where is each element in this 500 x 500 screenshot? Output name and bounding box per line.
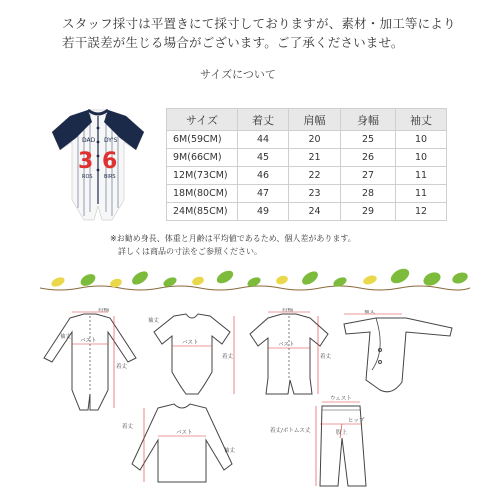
label-waist: ウェスト	[330, 396, 352, 402]
diagram-longsleeve-top	[120, 400, 244, 488]
label-shoulder: 肩幅	[282, 308, 294, 313]
header-chest: 身幅	[341, 109, 396, 131]
table-cell: 44	[238, 131, 289, 149]
size-table	[166, 108, 447, 221]
leaf-vine-divider	[40, 262, 470, 296]
label-rise: 股上	[336, 430, 348, 436]
table-cell: 46	[238, 167, 289, 185]
table-cell: 11	[396, 167, 447, 185]
label-shoulder: 肩幅	[98, 308, 110, 313]
note-line-2: 詳しくは商品の寸法をご参照ください。	[118, 247, 262, 256]
size-table-header-row	[167, 109, 447, 131]
print-number-left: 3	[78, 149, 94, 174]
label-length: 着丈	[222, 354, 234, 360]
label-inseam: 着丈/ボトムス丈	[270, 428, 311, 434]
table-row	[167, 203, 447, 221]
table-cell: 11	[396, 185, 447, 203]
table-cell: 10	[396, 131, 447, 149]
table-row	[167, 185, 447, 203]
leaf-icon	[50, 266, 469, 289]
diagram-wrap-romper	[336, 310, 460, 400]
size-note	[110, 232, 356, 258]
print-sub-left: ROS	[82, 174, 93, 180]
table-cell: 49	[238, 203, 289, 221]
label-sleeve: 袖丈	[60, 334, 72, 340]
header-sleeve: 袖丈	[396, 109, 447, 131]
table-row	[167, 167, 447, 185]
header-size: サイズ	[167, 109, 238, 131]
romper-body	[52, 110, 144, 220]
table-cell: 12	[396, 203, 447, 221]
table-cell: 26	[341, 149, 396, 167]
label-sleeve: 袖丈	[148, 318, 160, 324]
table-cell: 22	[289, 167, 341, 185]
table-cell: 25	[341, 131, 396, 149]
print-right-text: DY'S	[104, 137, 118, 144]
table-cell: 28	[341, 185, 396, 203]
table-cell: 21	[289, 149, 341, 167]
label-hip: ヒップ	[348, 418, 365, 424]
table-cell: 12M(73CM)	[167, 167, 238, 185]
table-row	[167, 149, 447, 167]
header-length: 着丈	[238, 109, 289, 131]
label-length: 着丈	[122, 424, 134, 430]
label-sleeve: 袖丈	[364, 310, 376, 315]
table-cell: 27	[341, 167, 396, 185]
table-cell: 47	[238, 185, 289, 203]
label-bust: バスト	[182, 340, 199, 346]
diagram-short-bodysuit	[146, 310, 238, 400]
table-cell: 45	[238, 149, 289, 167]
table-cell: 6M(59CM)	[167, 131, 238, 149]
table-row	[167, 131, 447, 149]
print-number-right: 6	[102, 149, 118, 174]
table-cell: 18M(80CM)	[167, 185, 238, 203]
label-bust: バスト	[80, 338, 97, 344]
intro-line-1: スタッフ採寸は平置きにて採寸しておりますが、素材・加工等により	[62, 16, 456, 31]
diagram-short-romper	[242, 308, 336, 400]
note-line-1: ※お勧め身長、体重と月齢は平均値であるため、個人差があります。	[110, 234, 356, 243]
intro-line-2: 若干誤差が生じる場合がございます。ご了承くださいませ。	[62, 35, 404, 50]
table-cell: 24M(85CM)	[167, 203, 238, 221]
table-cell: 29	[341, 203, 396, 221]
table-cell: 9M(66CM)	[167, 149, 238, 167]
diagram-pants	[268, 394, 378, 494]
label-length: 着丈	[320, 354, 332, 360]
table-cell: 24	[289, 203, 341, 221]
table-cell: 10	[396, 149, 447, 167]
print-sub-right: BIRS	[104, 174, 116, 180]
header-shoulder: 肩幅	[289, 109, 341, 131]
label-bust: バスト	[176, 430, 193, 436]
size-section-title: サイズについて	[200, 68, 276, 81]
baby-romper-image	[48, 108, 148, 228]
table-cell: 20	[289, 131, 341, 149]
intro-text	[62, 14, 462, 52]
label-sleeve: 袖丈	[224, 448, 236, 454]
print-left-text: DAD	[82, 137, 96, 144]
table-cell: 23	[289, 185, 341, 203]
label-length: 着丈	[116, 364, 128, 370]
label-bust: バスト	[278, 342, 295, 348]
